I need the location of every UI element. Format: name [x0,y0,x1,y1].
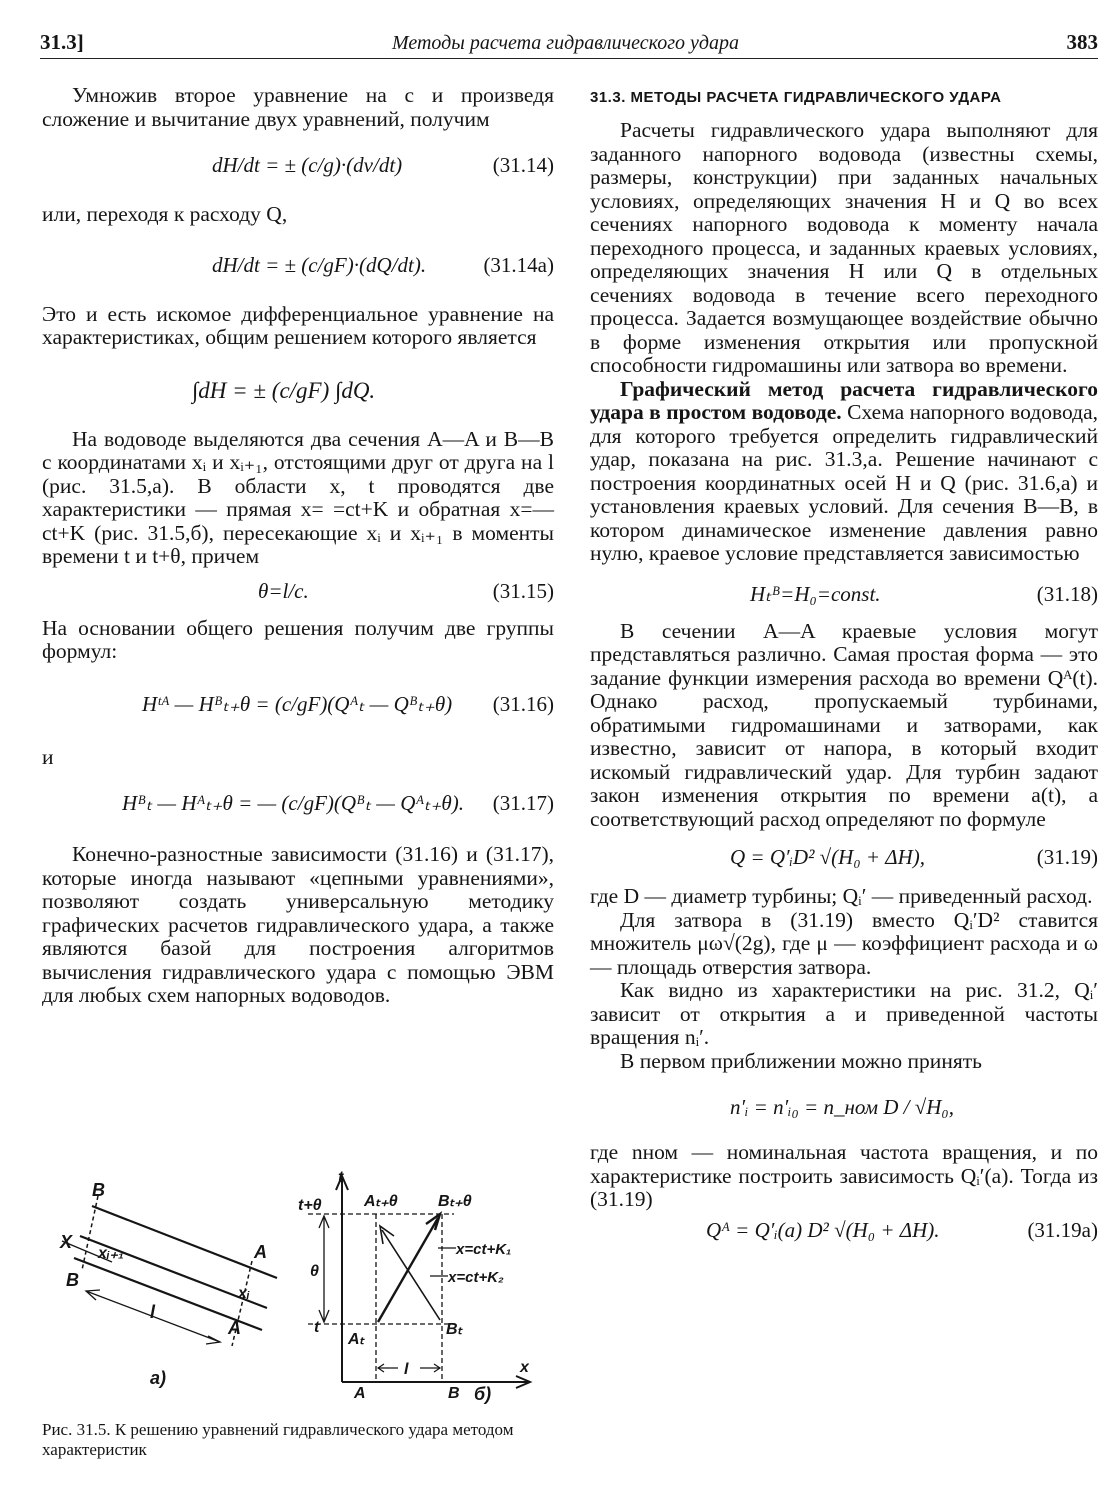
equation-number: (31.16) [492,691,554,716]
label-x-i1: xᵢ₊₁ [98,1245,124,1262]
left-column [42,84,554,1008]
label-X: X [60,1232,73,1252]
section-title: 31.3. МЕТОДЫ РАСЧЕТА ГИДРАВЛИЧЕСКОГО УДАРА [590,89,1002,106]
label-t-axis: t [338,1169,344,1186]
equation-formula: Hₜᴮ=H₀=const. [750,581,881,606]
label-A-top: A [254,1242,267,1262]
equation-number: (31.18) [1036,581,1098,606]
equation-n-prime [590,1077,1098,1137]
paragraph: В первом приближении можно принять [620,1048,982,1073]
equation-number: (31.19а) [1027,1217,1098,1242]
label-B-t-theta: Bₜ₊θ [438,1193,472,1210]
paragraph [590,378,1098,566]
equation-number: (31.19) [1036,845,1098,869]
equation-formula: Qᴬ = Q′ᵢ(a) D² √(H₀ + ΔH). [706,1217,940,1242]
equation-31-19 [590,835,1098,881]
running-header [40,26,1098,60]
pipe-diagram [62,1196,277,1346]
equation-formula: θ=l/c. [258,578,309,603]
equation-number: (31.14) [492,153,554,177]
label-t: t [314,1319,320,1336]
label-a: а) [150,1368,167,1388]
paragraph: Расчеты гидравлического удара выполняют для заданного напорного водовода (известны схемы, размеры, конструкции) при заданных начальных условиях, определяющих значения H и Q во всех сечениях напорного водовода к моменту начала переходного процесса, и заданных краевых условиях, определяющих значения H или Q в отдельных сечениях водовода в течение всего переходного процесса. Задается возмущающее воздействие обычно в форме изменения открытия или пропускной способности гидромашины или затвора во времени. [590,118,1098,377]
label-x-axis: x [520,1359,529,1376]
paragraph: Как видно из характеристики на рис. 31.2, Qᵢ′ зависит от открытия a и приведенной частоты вращения nᵢ′. [590,978,1098,1049]
equation-number: (31.15) [492,578,554,603]
paragraph: Умножив второе уравнение на c и произведя сложение и вычитание двух уравнений, получим [42,83,554,131]
label-b: б) [474,1384,492,1404]
equation-number: (31.17) [492,791,554,815]
equation-formula: Hᴮₜ — Hᴬₜ₊θ = — (c/gF)(Qᴮₜ — Qᴬₜ₊θ). [122,791,464,815]
label-B-axis: B [448,1385,460,1402]
figure-31-5 [42,1166,562,1416]
label-B-top: B [92,1180,105,1200]
label-A-t-theta: Aₜ₊θ [364,1193,398,1210]
paragraph: где nном — номинальная частота вращения, и по характеристике построить зависимость Qᵢ′(a). Тогда из (31.19) [590,1140,1098,1211]
label-l-pipe: l [150,1302,156,1322]
label-t-theta: t+θ [298,1197,322,1214]
paragraph: или, переходя к расходу Q, [42,202,288,226]
label-theta: θ [310,1263,319,1280]
paragraph: где D — диаметр турбины; Qᵢ′ — приведенный расход. [590,884,1093,908]
header-rule [40,58,1098,59]
equation-formula: dH/dt = ± (c/g)·(dv/dt) [212,153,403,177]
page-number: 383 [1066,30,1098,54]
bold-heading: Графический метод расчета гидравлического удара в простом водоводе. [590,376,1098,424]
equation-31-14a [42,233,554,297]
paragraph: Это и есть искомое дифференциальное уравнение на характеристиках, общим решением которого является [42,301,554,349]
label-char2: x=ct+K₂ [448,1269,504,1286]
figure-caption: Рис. 31.5. К решению уравнений гидравлического удара методом характеристик [42,1420,514,1459]
equation-general-solution [42,356,554,422]
equation-formula: n′ᵢ = n′ᵢ₀ = n_ном D / √H₀, [730,1095,954,1119]
label-B-bottom: B [66,1270,79,1290]
label-l-plane: l [404,1361,409,1378]
equation-31-15 [42,571,554,615]
equation-31-19a [590,1214,1098,1250]
header-section-number: 31.3] [40,30,84,54]
paragraph: Для затвора в (31.19) вместо Qᵢ′D² ставится множитель μω√(2g), где μ — коэффициент расхода и ω — площадь отверстия затвора. [590,907,1098,979]
right-column [590,86,1098,1252]
equation-31-17 [42,775,554,837]
equation-formula: dH/dt = ± (c/gF)·(dQ/dt). [212,252,427,277]
label-A-t: Aₜ [348,1331,365,1348]
paragraph: и [42,744,54,769]
figure-drawing [42,1166,562,1416]
paragraph: В сечении A—A краевые условия могут представляться различно. Самая простая форма — это задание функции измерения расхода во времени Qᴬ(t). Однако расход, пропускаемый турбинами, обратимыми гидромашинами и затворами, как известно, зависит от напора, в который входит искомый гидравлический удар. Для турбин задают закон изменения открытия по времени a(t), а соответствующий расход определяют по формуле [590,618,1098,831]
paragraph: На основании общего решения получим две группы формул: [42,615,554,663]
header-title: Методы расчета гидравлического удара [392,32,739,54]
equation-formula: Hᵗᴬ — Hᴮₜ₊θ = (c/gF)(Qᴬₜ — Qᴮₜ₊θ) [142,691,453,716]
label-A-axis: A [354,1385,366,1402]
label-x-i: xᵢ [238,1285,250,1302]
label-A-bottom: A [228,1318,241,1338]
paragraph-rest: Схема напорного водовода, для которого требуется определить гидравлический удар, показана на рис. 31.3,а. Решение начинают с построения координатных осей H и Q (рис. 31.6,а) и установления краевых условий. Для сечения B—B, в котором динамическое изменение давления равно нулю, краевое условие представляется зависимостью [590,400,1098,565]
equation-formula: ∫dH = ± (c/gF) ∫dQ. [192,377,376,403]
paragraph: На водоводе выделяются два сечения A—A и B—B с координатами xᵢ и xᵢ₊₁, отстоящими друг от друга на l (рис. 31.5,а). В области x, t проводятся две характеристики — прямая x= =ct+K и обратная x=—ct+K (рис. 31.5,б), пересекающие xᵢ и xᵢ₊₁ в моменты времени t и t+θ, причем [42,426,554,568]
equation-31-18 [590,570,1098,616]
equation-31-14 [42,137,554,197]
paragraph: Конечно-разностные зависимости (31.16) и (31.17), которые иногда называют «цепными уравнениями», позволяют создать универсальную методику графических расчетов гидравлического удара, а также являются базой для построения алгоритмов вычисления гидравлического удара с помощью ЭВМ для любых схем напорных водоводов. [42,842,554,1007]
label-B-t: Bₜ [446,1321,463,1338]
equation-formula: Q = Q′ᵢD² √(H₀ + ΔH), [730,845,926,869]
label-char1: x=ct+K₁ [456,1241,512,1258]
equation-number: (31.14а) [483,252,554,277]
equation-31-16 [42,670,554,740]
